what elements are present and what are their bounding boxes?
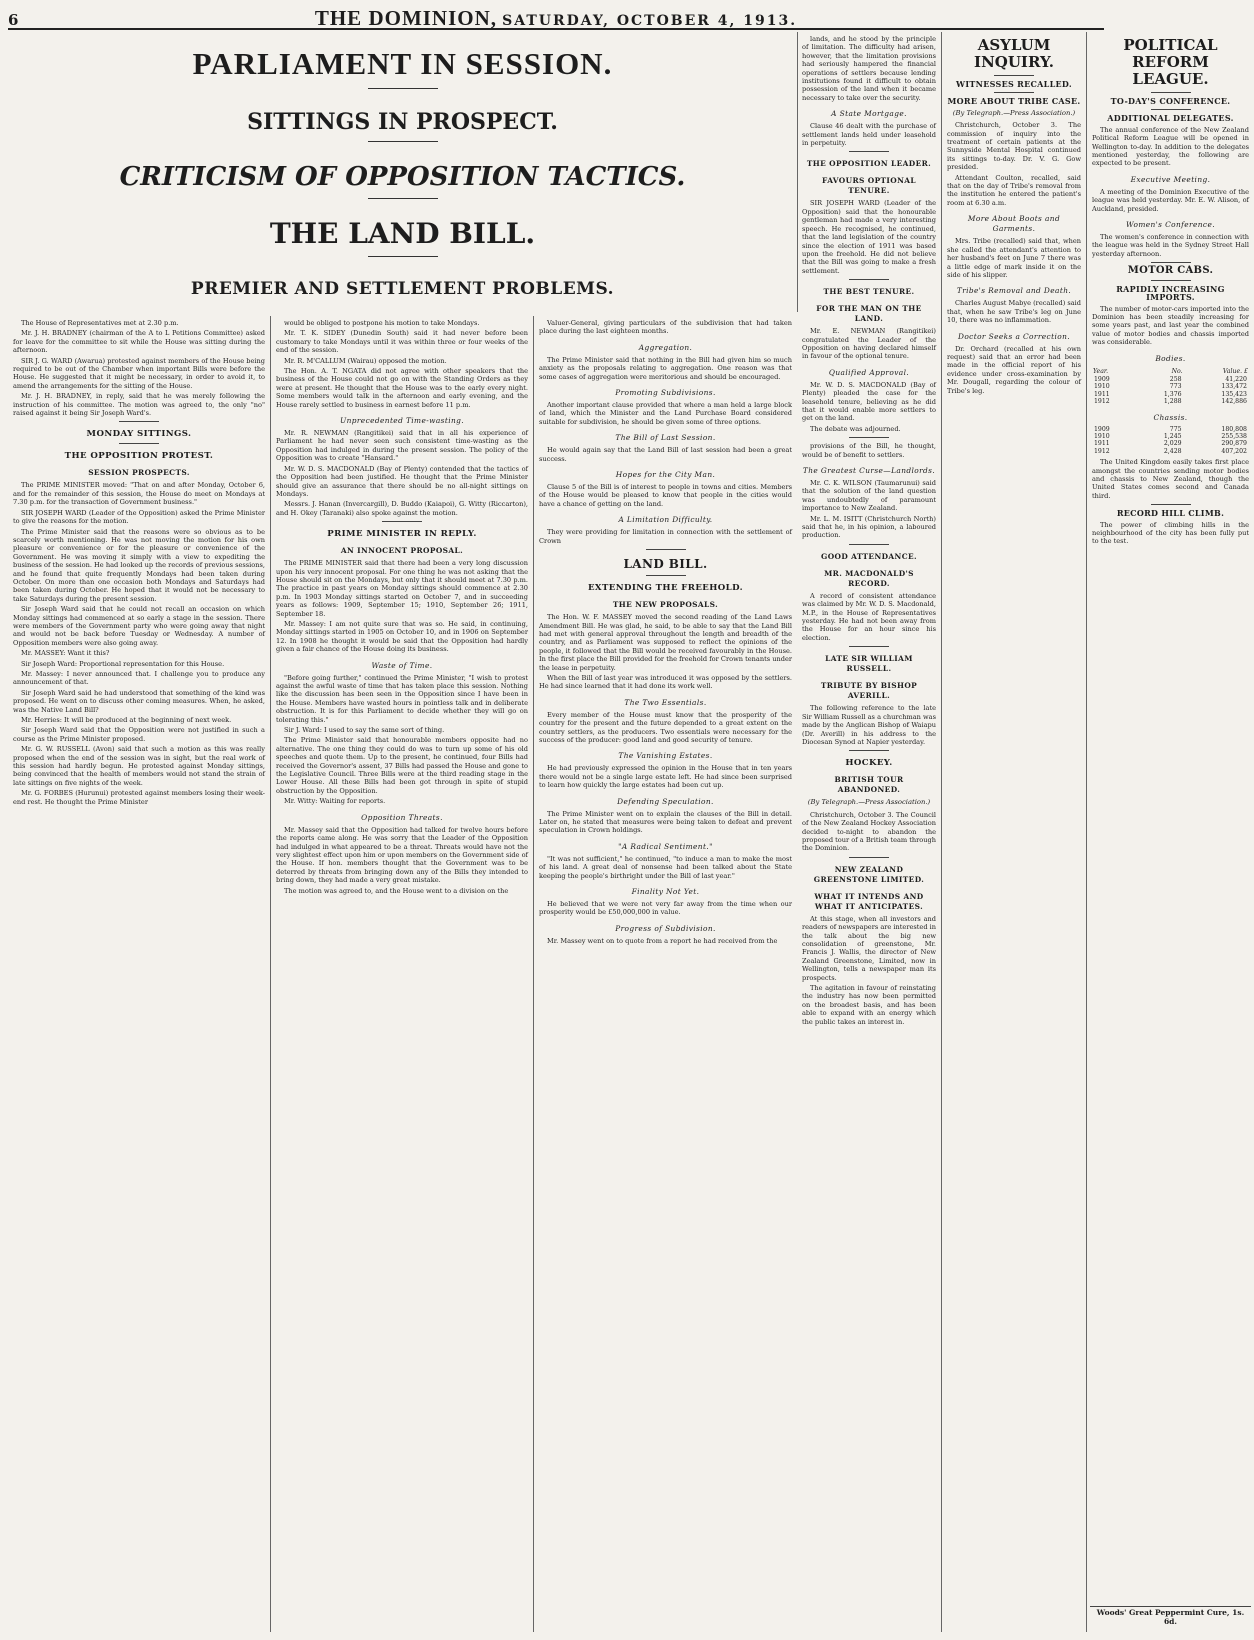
table-header: Value. £: [1222, 367, 1248, 375]
table-cell: 775: [1169, 425, 1182, 433]
paragraph: Mr. MASSEY: Want it this?: [21, 649, 110, 658]
subhead: FAVOURS OPTIONAL TENURE.: [821, 176, 917, 196]
subhead: Executive Meeting.: [1130, 174, 1211, 184]
subhead: NEW ZEALAND GREENSTONE LIMITED.: [813, 864, 925, 884]
table-cell: 290,879: [1221, 440, 1247, 448]
subhead: HOCKEY.: [845, 758, 893, 769]
table-header-row: [1092, 367, 1249, 376]
column-6: [1087, 32, 1254, 1632]
subhead: EXTENDING THE FREEHOLD.: [587, 583, 744, 594]
paragraph: Valuer-General, giving particulars of the subdivision that had taken place during the last eighteen months.: [539, 319, 792, 336]
subhead: The Bill of Last Session.: [615, 433, 716, 443]
paragraph: Sir Joseph Ward: Proportional representation for this House.: [21, 659, 225, 668]
table-cell: 142,886: [1221, 398, 1247, 406]
paragraph: The House of Representatives met at 2.30 p.m.: [21, 319, 179, 327]
headline-premier: PREMIER AND SETTLEMENT PROBLEMS.: [190, 279, 615, 299]
headline-parliament: PARLIAMENT IN SESSION.: [192, 46, 613, 81]
paragraph: The power of climbing hills in the neighbourhood of the city has been fully put to the test.: [1092, 520, 1249, 546]
subhead: Waste of Time.: [371, 660, 433, 670]
table-cell: 1,376: [1163, 390, 1182, 398]
table-row: [1092, 391, 1249, 398]
subhead: Promoting Subdivisions.: [615, 388, 716, 398]
paragraph: The PRIME MINISTER said that there had been a very long discussion upon his very innocent proposal. For one thing he was not asking that the House should sit on the Mondays, but only that it should meet at 7.30 p.m. The practice in past years on Monday sittings should commence at 2.30 p.m. In 1903 Monday sittings started on October 7, and in succeeding years as follows: 1909, September 15; 1910, September 26; 1911, September 18.: [276, 559, 528, 618]
paragraph: Mr. R. M'CALLUM (Wairau) opposed the motion.: [284, 356, 447, 365]
main-columns: [8, 316, 797, 1632]
paragraph: Mr. C. K. WILSON (Taumarunui) said that the solution of the land question was undoubtedly of paramount importance to New Zealand.: [802, 479, 936, 513]
subhead: Defending Speculation.: [617, 796, 714, 806]
subhead: LATE SIR WILLIAM RUSSELL.: [825, 654, 913, 674]
table-row: [1092, 376, 1249, 383]
paragraph: SIR JOSEPH WARD (Leader of the Opposition) said that the honourable gentleman had made a very interesting speech. He recognised, he continued, that the land legislation of the country since the election of 1911 was based upon the freehold. He did not believe that the Bill was going to make a fresh settlement.: [802, 199, 936, 275]
headline-sittings: SITTINGS IN PROSPECT.: [247, 109, 558, 135]
subhead: MR. MACDONALD'S RECORD.: [824, 568, 914, 588]
subhead: Tribe's Removal and Death.: [956, 286, 1072, 296]
subhead: THE BEST TENURE.: [823, 287, 915, 297]
paragraph: Mr. Witty: Waiting for reports.: [284, 797, 386, 806]
motor-imports-table: [1092, 367, 1249, 406]
paragraph: Sir J. Ward: I used to say the same sort of thing.: [284, 726, 445, 735]
subhead: The Two Essentials.: [624, 697, 707, 707]
subhead: Hopes for the City Man.: [615, 470, 716, 480]
subhead: ADDITIONAL DELEGATES.: [1107, 113, 1234, 124]
table-row: [1092, 398, 1249, 405]
table-cell: 180,808: [1221, 425, 1247, 433]
issue-date: SATURDAY, OCTOBER 4, 1913.: [502, 13, 798, 29]
table-cell: 2,029: [1163, 440, 1182, 448]
paragraph: A record of consistent attendance was claimed by Mr. W. D. S. Macdonald, M.P., in the House of Representatives yesterday. He had not been away from the House for an hour since his election.: [802, 591, 936, 642]
column-2: [271, 316, 534, 1632]
paragraph: The Prime Minister said that the reasons were so obvious as to be scarcely worth mentioning. He was not moving the motion for his own pleasure or convenience or for the pleasure or convenience of the Government. He was moving it simply with a view to expediting the business of the session. He had looked up the records of previous sessions, and he found that quite frequently Mondays had been taken during October. On more than one occasion both Mondays and Saturdays had been taken during October. He hoped that it would not be necessary to take Saturdays during the present session.: [13, 527, 265, 603]
subhead: AN INNOCENT PROPOSAL.: [340, 546, 464, 556]
paragraph: The motion was agreed to, and the House went to a division on the: [284, 886, 509, 895]
table-cell: 407,202: [1221, 447, 1247, 455]
column-4: [797, 32, 942, 1632]
headline-criticism: CRITICISM OF OPPOSITION TACTICS.: [119, 162, 686, 192]
paragraph: The agitation in favour of reinstating the industry has now been permitted on the broadest basis, and has been able to expand with an energy which the public takes an interest in.: [802, 984, 936, 1026]
table-caption: Bodies.: [1155, 353, 1186, 363]
subhead: Doctor Seeks a Correction.: [958, 331, 1070, 341]
page-number: 6: [8, 11, 19, 29]
paragraph: The Hon. W. F. MASSEY moved the second reading of the Land Laws Amendment Bill. He was glad, he said, to be able to say that the Land Bill had met with general approval throughout the length and breadth of the country, and as Parliament was supposed to reflect the opinions of the people, it followed that the Bill would be received favourably in the House. In the first place the Bill provided for the freehold for Crown tenants under the lease in perpetuity.: [539, 613, 792, 672]
subhead: THE NEW PROPOSALS.: [612, 600, 719, 610]
table-cell: 1912: [1094, 398, 1110, 406]
paragraph: The number of motor-cars imported into the Dominion has been steadily increasing for some years past, and last year the combined value of motor bodies and chassis imported was considerable.: [1092, 304, 1249, 347]
paragraph: Mr. W. D. S. MACDONALD (Bay of Plenty) contended that the tactics of the Opposition had been justified. He thought that the Prime Minister should give an assurance that there should be no all-night sittings on Mondays.: [276, 464, 528, 498]
subhead: Women's Conference.: [1126, 220, 1215, 230]
subhead: Opposition Threats.: [361, 812, 443, 822]
headline-land-bill: THE LAND BILL.: [269, 217, 536, 250]
land-bill-headline: LAND BILL.: [623, 557, 708, 572]
paragraph: Mr. Herries: It will be produced at the beginning of next week.: [21, 716, 232, 725]
paper-title: THE DOMINION,: [314, 6, 498, 30]
column-1: [8, 316, 271, 1632]
paragraph: The annual conference of the New Zealand Political Reform League will be opened in Wellington to-day. In addition to the delegates mentioned yesterday, the following are expected to be present.: [1092, 125, 1249, 168]
subhead: Aggregation.: [638, 342, 693, 352]
paragraph: The Hon. A. T. NGATA did not agree with other speakers that the business of the House could not go on with the Standing Orders as they were at present. He thought that the House was to the early every night. Some members would talk in the afternoon and early evening, and the House rarely settled to business in earnest before 11 p.m.: [276, 367, 528, 409]
paragraph: Christchurch, October 3. The Council of the New Zealand Hockey Association decided to-night to abandon the proposed tour of a British team through the Dominion.: [802, 810, 936, 853]
subhead: Progress of Subdivision.: [615, 923, 716, 933]
paragraph: Mrs. Tribe (recalled) said that, when she called the attendant's attention to her husband's feet on June 7 there was a little edge of mark inside it on the side of his slipper.: [947, 237, 1081, 279]
table-row: [1092, 433, 1249, 440]
paragraph: Christchurch, October 3. The commission of inquiry into the treatment of certain patients at the Sunnyside Mental Hospital continued its sittings to-day. Dr. V. G. Gow presided.: [947, 121, 1081, 172]
paragraph: Mr. T. K. SIDEY (Dunedin South) said it had never before been customary to take Mondays until it was within three or four weeks of the end of the session.: [276, 329, 528, 355]
paragraph: Every member of the House must know that the prosperity of the country for the present and the future depended to a great extent on the country settlers, as the producers. Two essentials were necessary for the success of the producer: good land and good security of tenure.: [539, 710, 792, 744]
paragraph: The United Kingdom easily takes first place amongst the countries sending motor bodies and chassis to New Zealand, though the United States comes second and Canada third.: [1092, 458, 1249, 500]
subhead: "A Radical Sentiment.": [618, 841, 713, 851]
subhead: THE OPPOSITION LEADER.: [806, 159, 932, 169]
subhead: Unprecedented Time-wasting.: [339, 416, 465, 426]
subhead: TRIBUTE BY BISHOP AVERILL.: [820, 681, 918, 701]
paragraph: Clause 5 of the Bill is of interest to people in towns and cities. Members of the House would be pleased to know that people in the cities would have a chance of getting on the land.: [539, 483, 792, 508]
subhead: MONDAY SITTINGS.: [86, 429, 192, 440]
subhead: More About Boots and Garments.: [967, 214, 1061, 234]
byline: (By Telegraph.—Press Association.): [807, 798, 931, 807]
paragraph: Charles August Mabye (recalled) said that, when he saw Tribe's leg on June 10, there was no inflammation.: [947, 299, 1082, 325]
subhead: MOTOR CABS.: [1127, 265, 1214, 277]
paragraph: Another important clause provided that where a man held a large block of land, which the Minister and the Land Purchase Board considered suitable for subdivision, he should be given some of three options.: [539, 401, 792, 426]
paragraph: The women's conference in connection with the league was held in the Sydney Street Hall yesterday afternoon.: [1092, 233, 1249, 258]
paragraph: A meeting of the Dominion Executive of the league was held yesterday. Mr. E. W. Alison, of Auckland, presided.: [1092, 187, 1249, 213]
paragraph: Sir Joseph Ward said he had understood that something of the kind was proposed. He went on to discuss other coming measures. When, he asked, was the Native Land Bill?: [13, 688, 265, 714]
paragraph: Mr. J. H. BRADNEY (chairman of the A to L Petitions Committee) asked for leave for the committee to sit while the House was sitting during the afternoon.: [13, 329, 265, 355]
table-cell: 1,288: [1163, 398, 1182, 406]
subhead: The Vanishing Estates.: [618, 751, 713, 761]
masthead-title-group: [315, 6, 797, 31]
subhead: MORE ABOUT TRIBE CASE.: [947, 96, 1081, 107]
reform-league-headline: POLITICAL REFORM LEAGUE.: [1123, 36, 1218, 88]
subhead: THE OPPOSITION PROTEST.: [64, 451, 214, 462]
table-row: [1092, 448, 1249, 455]
subhead: SESSION PROSPECTS.: [88, 468, 190, 478]
paragraph: Mr. G. FORBES (Hurunui) protested against members losing their week-end rest. He thought the Prime Minister: [13, 789, 265, 806]
table-cell: 1,245: [1163, 432, 1182, 440]
subhead: A Limitation Difficulty.: [618, 515, 713, 525]
advertisement: Woods' Great Peppermint Cure, 1s. 6d.: [1090, 1606, 1251, 1626]
table-cell: 41,220: [1225, 375, 1247, 383]
paragraph: Mr. Massey: I never announced that. I challenge you to produce any announcement of that.: [13, 670, 265, 687]
table-caption: Chassis.: [1153, 412, 1188, 422]
paragraph: Mr. L. M. ISITT (Christchurch North) said that he, in his opinion, a laboured production.: [802, 514, 936, 540]
table-cell: 773: [1169, 383, 1182, 391]
paragraph: The PRIME MINISTER moved: "That on and after Monday, October 6, and for the remainder of this session, the House do meet on Mondays at 7.30 p.m. for the transaction of Government business.": [13, 481, 265, 507]
paragraph: Mr. R. NEWMAN (Rangitikei) said that in all his experience of Parliament he had never seen such consistent time-wasting as the Opposition had indulged in during the present session. The policy of the Opposition was to create "Hansard.": [276, 429, 528, 463]
paragraph: Mr. W. D. S. MACDONALD (Bay of Plenty) pleaded the case for the leasehold tenure, believing as he did that it would enable more settlers to get on the land.: [802, 380, 936, 423]
table-row: [1092, 440, 1249, 447]
paragraph: Mr. Massey: I am not quite sure that was so. He said, in continuing, Monday sittings started in 1905 on October 10, and in 1906 on September 12. In 1908 he thought it would be said that the Opposition had hardly given a fair chance of the House doing its business.: [276, 619, 528, 654]
paragraph: Sir Joseph Ward said that he could not recall an occasion on which Monday sittings had commenced at so early a stage in the session. There were members of the Government party who were going away that night and would not be back before Tuesday or Wednesday. A number of Opposition members were also going away.: [13, 605, 265, 647]
paragraph: Attendant Coulton, recalled, said that on the day of Tribe's removal from the institution he entered the patient's room at 6.30 a.m.: [947, 173, 1081, 207]
paragraph: Dr. Orchard (recalled at his own request) said that an error had been made in the official report of his evidence under cross-examination by Mr. Dougall, regarding the colour of Tribe's leg.: [947, 344, 1081, 395]
motor-imports-table-chassis: [1092, 426, 1249, 456]
table-header: Year.: [1093, 367, 1109, 375]
subhead: RAPIDLY INCREASING IMPORTS.: [1116, 283, 1225, 303]
paragraph: lands, and he stood by the principle of limitation. The difficulty had arisen, however, that the limitation provisions had seriously hampered the financial operations of settlers because lending institutions found it difficult to obtain possession of the land when it became necessary to take over the security.: [802, 35, 936, 102]
paragraph: would be obliged to postpone his motion to take Mondays.: [284, 319, 480, 327]
paragraph: They were providing for limitation in connection with the settlement of Crown: [539, 528, 792, 545]
paragraph: Messrs. J. Hanan (Invercargill), D. Buddo (Kaiapoi), G. Witty (Riccarton), and H. Okey (Taranaki) also spoke against the motion.: [276, 500, 528, 517]
table-cell: 258: [1169, 375, 1182, 383]
paragraph: Mr. E. NEWMAN (Rangitikei) congratulated the Leader of the Opposition on having declared himself in favour of the optional tenure.: [802, 327, 936, 361]
paragraph: provisions of the Bill, he thought, would be of benefit to settlers.: [802, 442, 936, 459]
table-cell: 1910: [1094, 383, 1110, 391]
paragraph: The following reference to the late Sir William Russell as a churchman was made by the Anglican Bishop of Waiapu (Dr. Averill) in his address to the Diocesan Synod at Napier yesterday.: [802, 704, 936, 746]
subhead: The Greatest Curse—Landlords.: [802, 466, 936, 475]
masthead: [8, 6, 1104, 30]
table-cell: 1912: [1094, 447, 1110, 455]
byline: (By Telegraph.—Press Association.): [952, 108, 1076, 117]
paragraph: He would again say that the Land Bill of last session had been a great success.: [539, 446, 792, 463]
subhead: TO-DAY'S CONFERENCE.: [1110, 96, 1231, 106]
table-cell: 1911: [1094, 440, 1110, 448]
subhead: PRIME MINISTER IN REPLY.: [327, 529, 477, 540]
paragraph: The Prime Minister said that honourable members opposite had no alternative. The one thing they could do was to turn up some of his old speeches and quote them. Up to the present, he continued, four Bills had received the Governor's assent, 37 Bills had passed the House and gone to the Legislative Council. Three Bills were at the third reading stage in the Lower House. All these Bills had been got through in spite of stupid obstruction by the Opposition.: [276, 736, 528, 795]
subhead: Finality Not Yet.: [631, 887, 700, 897]
subhead: WHAT IT INTENDS AND WHAT IT ANTICIPATES.: [814, 891, 924, 911]
paragraph: He believed that we were not very far away from the time when our prosperity would be £50,000,000 in value.: [539, 900, 792, 917]
table-cell: 135,423: [1221, 390, 1247, 398]
table-header: No.: [1171, 367, 1183, 375]
subhead: RECORD HILL CLIMB.: [1116, 508, 1225, 519]
subhead: A State Mortgage.: [831, 109, 907, 119]
column-3: [534, 316, 797, 1632]
paragraph: Clause 46 dealt with the purchase of settlement lands held under leasehold in perpetuity.: [802, 122, 936, 148]
paragraph: Mr. Massey went on to quote from a report he had received from the: [547, 936, 778, 945]
asylum-headline: ASYLUM INQUIRY.: [974, 36, 1054, 71]
paragraph: The debate was adjourned.: [810, 424, 901, 433]
subhead: BRITISH TOUR ABANDONED.: [834, 775, 904, 795]
table-cell: 1909: [1094, 375, 1110, 383]
table-cell: 255,538: [1221, 432, 1247, 440]
paragraph: When the Bill of last year was introduced it was opposed by the settlers. He had since learned that it had done its work well.: [539, 673, 792, 691]
paragraph: SIR JOSEPH WARD (Leader of the Opposition) asked the Prime Minister to give the reasons for the motion.: [13, 508, 265, 526]
table-cell: 1909: [1094, 425, 1110, 433]
table-row: [1092, 383, 1249, 390]
paragraph: At this stage, when all investors and readers of newspapers are interested in the talk about the big new consolidation of greenstone, Mr. Francis J. Wallis, the director of New Zealand Greenstone, Limited, now in Wellington, tells a newspaper man its prospects.: [802, 914, 936, 982]
paragraph: "It was not sufficient," he continued, "to induce a man to make the most of his land. A great deal of nonsense had been talked about the State keeping the people's birthright under the Bill of last year.": [539, 854, 792, 880]
table-cell: 1910: [1094, 432, 1110, 440]
main-headline-block: [8, 32, 798, 312]
subhead: GOOD ATTENDANCE.: [820, 551, 917, 561]
paragraph: The Prime Minister said that nothing in the Bill had given him so much anxiety as the proposals relating to aggregation. One reason was that some cases of aggregation were meritorious and should be encouraged.: [539, 355, 792, 381]
table-cell: 1911: [1094, 390, 1110, 398]
paragraph: Sir Joseph Ward said that the Opposition were not justified in such a course as the Prime Minister proposed.: [13, 726, 265, 743]
paragraph: The Prime Minister went on to explain the clauses of the Bill in detail. Later on, he stated that measures were being taken to defeat and prevent speculation in Crown holdings.: [539, 809, 792, 835]
subhead: FOR THE MAN ON THE LAND.: [816, 304, 922, 324]
paragraph: He had previously expressed the opinion in the House that in ten years there would not be a single large estate left. He had since been surprised to learn how quickly the large estates had been cut up.: [539, 764, 792, 790]
paragraph: Mr. G. W. RUSSELL (Avon) said that such a motion as this was really proposed when the end of the session was in sight, but the real work of this session had hardly begun. He protested against Monday sittings, being convinced that the health of members would not stand the strain of late sittings on five nights of the week.: [13, 745, 265, 787]
table-row: [1092, 426, 1249, 433]
table-cell: 133,472: [1221, 383, 1247, 391]
paragraph: SIR J. G. WARD (Awarua) protested against members of the House being required to be out of the Chamber when important Bills were before the House. He suggested that it might be necessary, in order to avoid it, to amend the arrangements for the sitting of the House.: [13, 356, 265, 390]
paragraph: Mr. J. H. BRADNEY, in reply, said that he was merely following the instruction of his committee. The motion was agreed to, the only "no" raised against it being Sir Joseph Ward's.: [13, 392, 265, 418]
subhead: Qualified Approval.: [828, 367, 910, 377]
table-cell: 2,428: [1163, 447, 1182, 455]
subhead: WITNESSES RECALLED.: [956, 79, 1072, 89]
paragraph: Mr. Massey said that the Opposition had talked for twelve hours before the reports came along. He was sorry that the Leader of the Opposition had indulged in what appeared to be a threat. Threats would have not the very slightest effect upon him or upon members on the Government side of the House. If hon. members thought that the Government was to be deterred by threats from bringing down any of the Bills they intended to bring down, they had made a very great mistake.: [276, 825, 528, 885]
paragraph: "Before going further," continued the Prime Minister, "I wish to protest against the awful waste of time that has taken place this session. Nothing like the discussion has been seen in the Opposition since I have been in the House. Members have wasted hours in pointless talk and in deliberate obstruction. It is for this Parliament to decide whether they will go on tolerating this.": [276, 673, 528, 724]
column-5: [942, 32, 1087, 1632]
